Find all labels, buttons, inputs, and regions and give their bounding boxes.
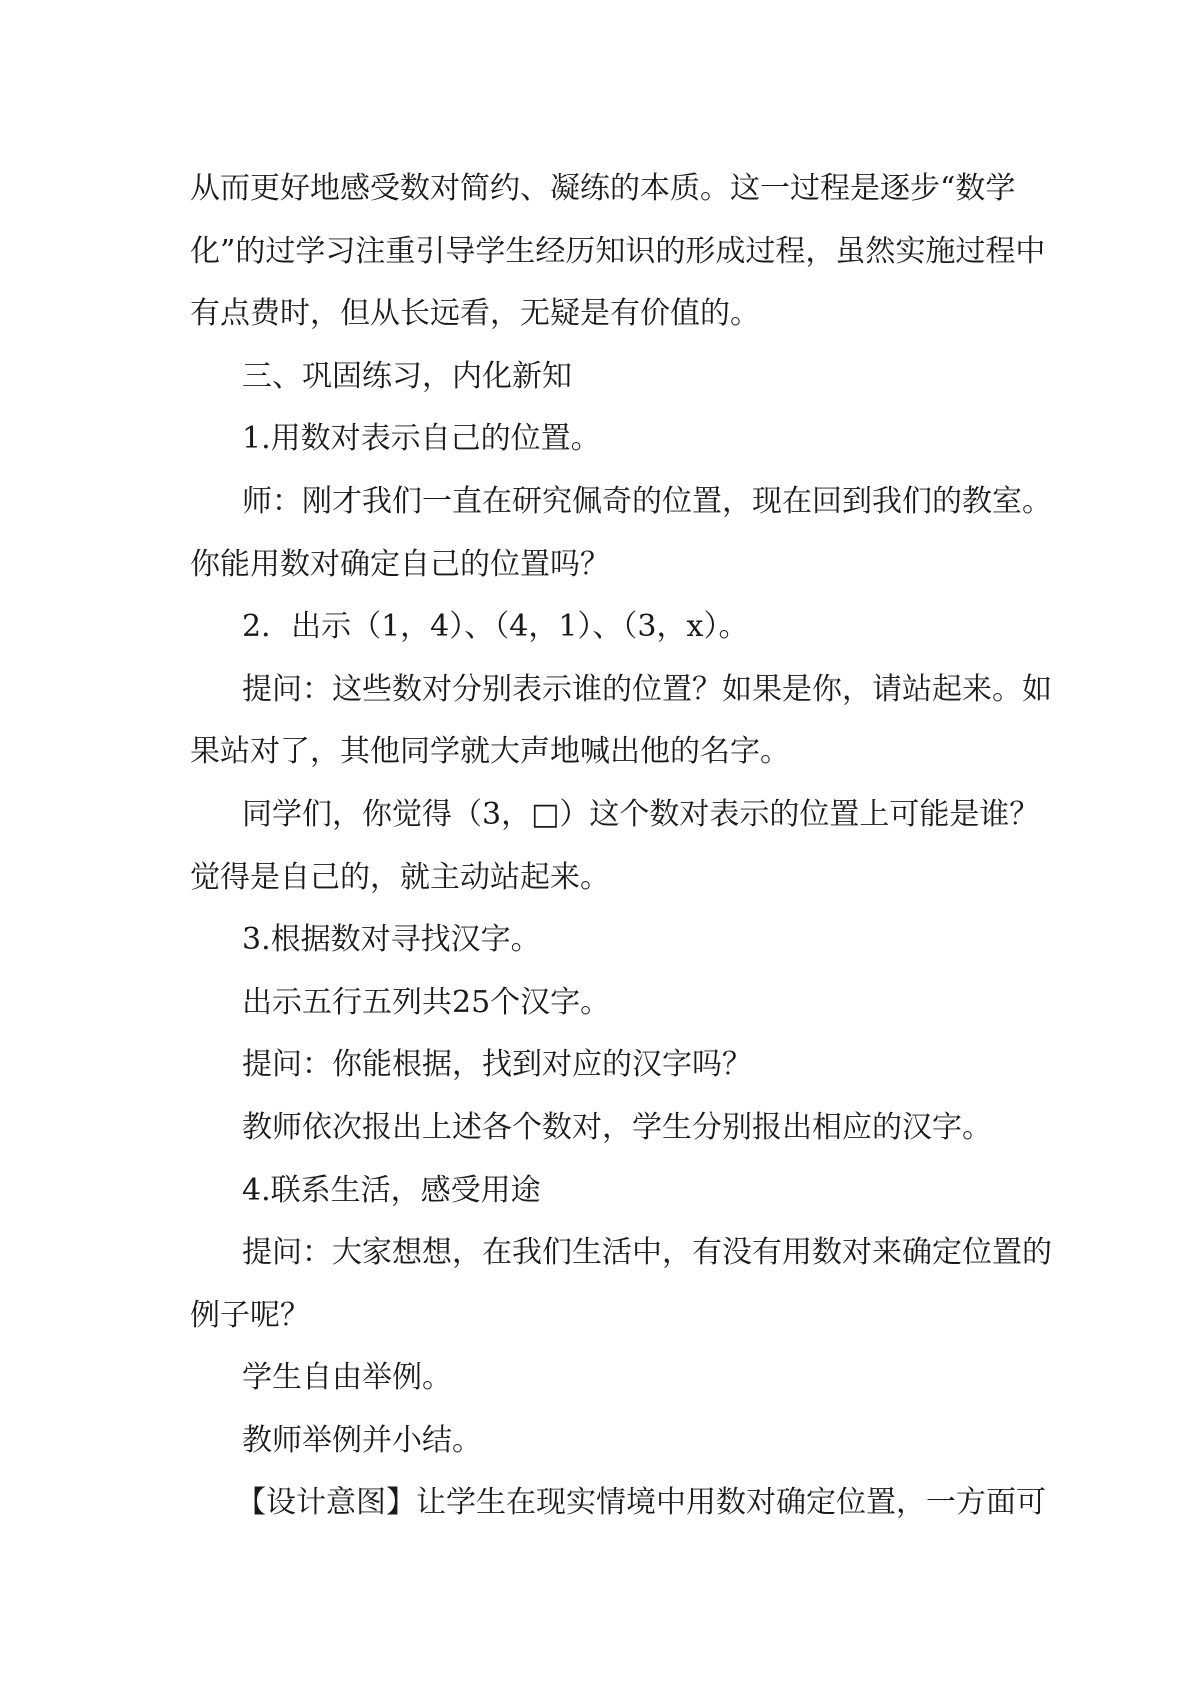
text-line: 教师举例并小结。 — [242, 1422, 482, 1458]
list-item-4 — [190, 1160, 1010, 1223]
text-line: 提问：这些数对分别表示谁的位置？如果是你，请站起来。如 — [242, 671, 1052, 707]
paragraph-students — [190, 784, 1040, 909]
paragraph-students-examples — [190, 1347, 1010, 1410]
list-item-2 — [190, 596, 1010, 659]
paragraph-teacher-summary — [190, 1410, 1010, 1473]
paragraph-teacher-reads — [190, 1097, 1010, 1160]
text-line: 三、巩固练习，内化新知 — [242, 358, 572, 394]
text-line: 同学们，你觉得（3，□）这个数对表示的位置上可能是谁？ — [242, 796, 1040, 832]
text-line: 例子呢？ — [190, 1297, 310, 1333]
list-item-3 — [190, 909, 1010, 972]
paragraph-question-find — [190, 1034, 1010, 1097]
paragraph-question — [190, 659, 1052, 784]
paragraph-question-life — [190, 1222, 1052, 1347]
text-line: 有点费时，但从长远看，无疑是有价值的。 — [190, 296, 760, 332]
text-line: 从而更好地感受数对简约、凝练的本质。这一过程是逐步“数学 — [190, 171, 1016, 206]
text-line: 【设计意图】让学生在现实情境中用数对确定位置，一方面可 — [236, 1485, 1046, 1521]
paragraph-continuation — [190, 158, 1046, 346]
text-line: 果站对了，其他同学就大声地喊出他的名字。 — [190, 734, 790, 770]
text-line: 你能用数对确定自己的位置吗？ — [190, 546, 610, 582]
text-line: 提问：大家想想，在我们生活中，有没有用数对来确定位置的 — [242, 1235, 1052, 1271]
text-line: 出示五行五列共25个汉字。 — [242, 984, 611, 1020]
text-line: 提问：你能根据，找到对应的汉字吗？ — [242, 1047, 752, 1083]
text-line: 2．出示（1，4）、（4，1）、（3，x）。 — [242, 609, 749, 645]
text-line: 3.根据数对寻找汉字。 — [242, 922, 541, 958]
text-line: 学生自由举例。 — [242, 1360, 452, 1396]
list-item-1 — [190, 408, 1010, 471]
text-line: 教师依次报出上述各个数对，学生分别报出相应的汉字。 — [242, 1109, 992, 1145]
text-line: 师：刚才我们一直在研究佩奇的位置，现在回到我们的教室。 — [242, 483, 1052, 519]
section-heading — [190, 346, 1010, 409]
document-page — [190, 158, 1052, 1535]
text-line: 化”的过学习注重引导学生经历知识的形成过程，虽然实施过程中 — [190, 233, 1046, 269]
paragraph-teacher — [190, 471, 1052, 596]
text-line: 觉得是自己的，就主动站起来。 — [190, 859, 610, 895]
text-line: 1.用数对表示自己的位置。 — [242, 421, 601, 457]
text-line: 4.联系生活，感受用途 — [242, 1172, 541, 1208]
paragraph-design-intent — [190, 1472, 1046, 1535]
paragraph-show-characters — [190, 972, 1010, 1035]
